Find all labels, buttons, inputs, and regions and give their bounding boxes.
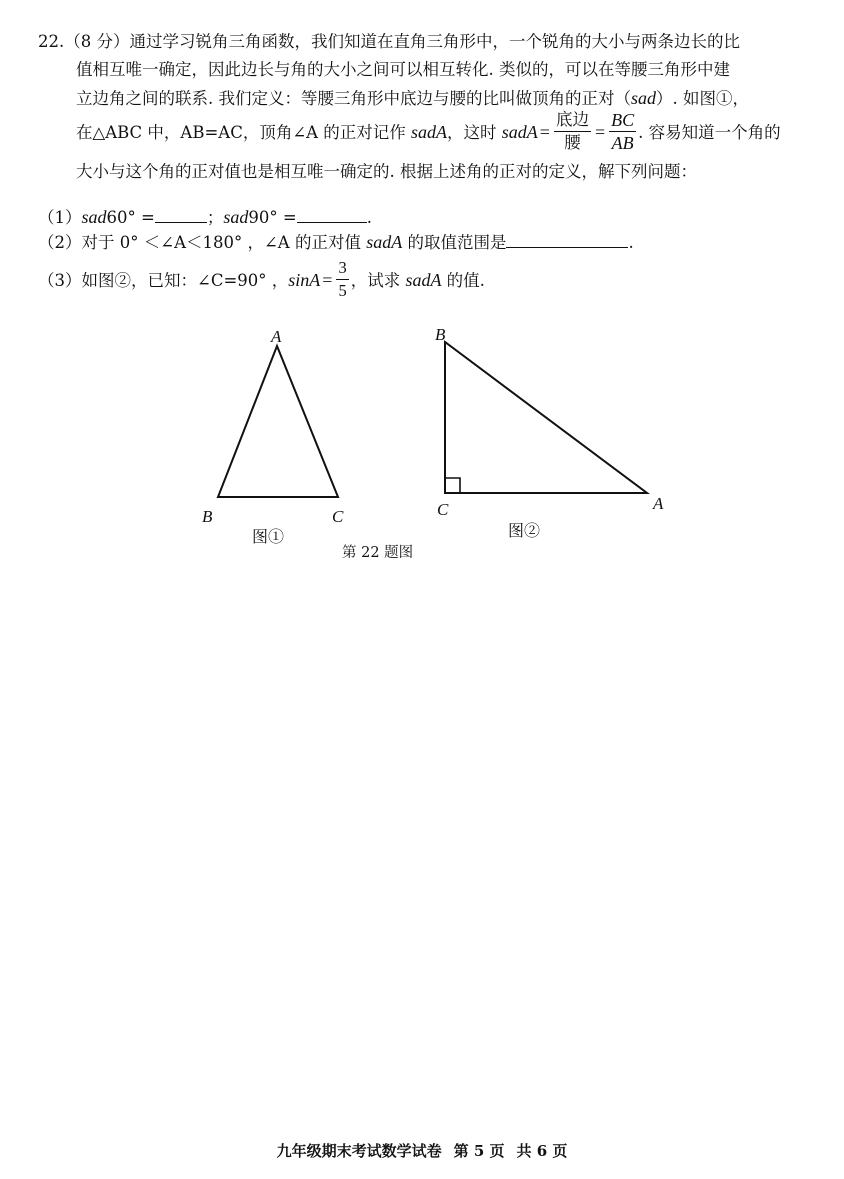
fig2-vertex-b-label: B	[435, 325, 446, 344]
q3-fraction-numerator: 3	[336, 257, 348, 280]
fraction-1-denominator: 腰	[564, 133, 581, 152]
q1-part1-rest: 60° =	[106, 208, 155, 227]
question-2-post: 的取值范围是	[402, 233, 507, 252]
q1-sad-term-2: sad	[223, 207, 249, 227]
fig1-vertex-b-label: B	[202, 507, 213, 526]
question-1-label: （1）	[38, 208, 82, 227]
q3-equals-sign: =	[322, 270, 333, 290]
footer-page-number: 第 5 页	[453, 1142, 505, 1160]
q1-end: .	[366, 208, 372, 227]
equals-sign-2: =	[594, 122, 606, 142]
fig1-caption: 图①	[252, 527, 285, 546]
sad-term: sad	[631, 88, 657, 108]
page-footer	[0, 1140, 844, 1161]
fig1-vertex-c-label: C	[332, 507, 344, 526]
q3-fraction-denominator: 5	[338, 281, 347, 300]
q2-end: .	[628, 233, 634, 252]
q1-part2-rest: 90° =	[248, 208, 297, 227]
right-angle-marker	[445, 478, 460, 493]
question-2-pre: 对于 0° ＜∠A＜180° ，∠A 的正对值	[81, 233, 367, 252]
question-3-label: （3）	[38, 271, 82, 290]
sada-term-1: sadA	[411, 122, 448, 142]
fraction-2-numerator: BC	[611, 110, 635, 130]
fig2-vertex-a-label: A	[653, 494, 664, 513]
fraction-2-denominator: AB	[611, 133, 634, 153]
problem-points: （8 分）	[64, 32, 130, 51]
question-3-pre: 如图②，已知：∠C=90° ，	[81, 271, 289, 290]
q3-sada-term: sadA	[405, 270, 442, 290]
q2-sada-term: sadA	[366, 232, 403, 252]
q1-separator: ；	[206, 208, 224, 227]
problem-line-1-text: 通过学习锐角三角函数，我们知道在直角三角形中，一个锐角的大小与两条边长的比	[129, 32, 740, 51]
question-2-label: （2）	[38, 233, 82, 252]
sada-term-2: sadA	[501, 122, 538, 142]
question-3-mid: ，试求	[350, 271, 406, 290]
problem-line-4-pre: 在△ABC 中，AB=AC，顶角∠A 的正对记作	[76, 123, 412, 142]
fraction-1-numerator: 底边	[554, 109, 591, 132]
q1-sad-term-1: sad	[81, 207, 107, 227]
problem-line-5-text: 大小与这个角的正对值也是相互唯一确定的. 根据上述角的正对的定义，解下列问题：	[76, 162, 697, 181]
problem-line-3-pre: 立边角之间的联系. 我们定义：等腰三角形中底边与腰的比叫做顶角的正对（	[76, 89, 631, 108]
equals-sign-1: =	[539, 122, 550, 142]
fig2-vertex-c-label: C	[437, 500, 449, 519]
problem-line-3-post: ）. 如图①，	[656, 89, 750, 108]
problem-line-2-text: 值相互唯一确定，因此边长与角的大小之间可以相互转化. 类似的，可以在等腰三角形中建	[76, 60, 730, 79]
problem-number: 22.	[38, 32, 65, 51]
fig2-caption: 图②	[508, 521, 541, 540]
q3-sina-term: sinA	[288, 270, 321, 290]
triangle-abc-right	[445, 342, 647, 493]
problem-line-4-post: . 容易知道一个角的	[638, 123, 781, 142]
footer-exam-title: 九年级期末考试数学试卷	[276, 1142, 442, 1160]
fig1-vertex-a-label: A	[271, 327, 282, 346]
problem-line-4-mid: ，这时	[447, 123, 502, 142]
figure-group-caption: 第 22 题图	[342, 545, 414, 561]
question-3-post: 的值.	[441, 271, 485, 290]
footer-total-pages: 共 6 页	[516, 1142, 568, 1160]
